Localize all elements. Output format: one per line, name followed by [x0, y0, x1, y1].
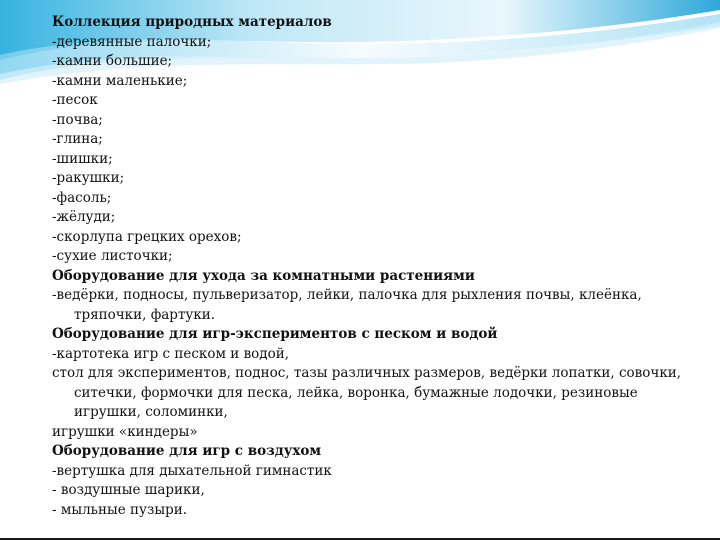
list-item: -камни маленькие; [52, 72, 188, 89]
list-item: -глина; [52, 131, 103, 147]
list-item: -скорлупа грецких орехов; [52, 228, 242, 245]
list-item: -шишки; [52, 150, 113, 167]
content-list [52, 13, 692, 520]
list-item: -ведёрки, подносы, пульверизатор, лейки, палочка для рыхления почвы, клеёнка, тряпочки, фартуки. [52, 287, 647, 323]
list-item: - воздушные шарики, [52, 482, 205, 498]
list-item: игрушки «киндеры» [52, 423, 198, 440]
list-item: -деревянные палочки; [52, 33, 212, 50]
list-item: -жёлуди; [52, 209, 116, 225]
section-heading-air-games: Оборудование для игр с воздухом [52, 443, 322, 459]
list-item: -камни большие; [52, 53, 173, 69]
section-heading-natural-materials: Коллекция природных материалов [52, 14, 332, 30]
section-heading-plant-care: Оборудование для ухода за комнатными растениями [52, 267, 475, 284]
list-item: - мыльные пузыри. [52, 501, 188, 518]
list-item: стол для экспериментов, поднос, тазы различных размеров, ведёрки лопатки, совочки, ситечки, формочки для песка, лейка, воронка, бумажные лодочки, резиновые игрушки, соломинки, [52, 365, 686, 420]
list-item: -картотека игр с песком и водой, [52, 345, 290, 362]
list-item: -песок [52, 92, 98, 108]
section-heading-sand-water-experiments: Оборудование для игр-экспериментов с песком и водой [52, 326, 498, 342]
list-item: -сухие листочки; [52, 248, 173, 264]
list-item: -ракушки; [52, 170, 125, 186]
list-item: -вертушка для дыхательной гимнастик [52, 462, 332, 479]
list-item: -фасоль; [52, 189, 112, 206]
list-item: -почва; [52, 111, 103, 128]
